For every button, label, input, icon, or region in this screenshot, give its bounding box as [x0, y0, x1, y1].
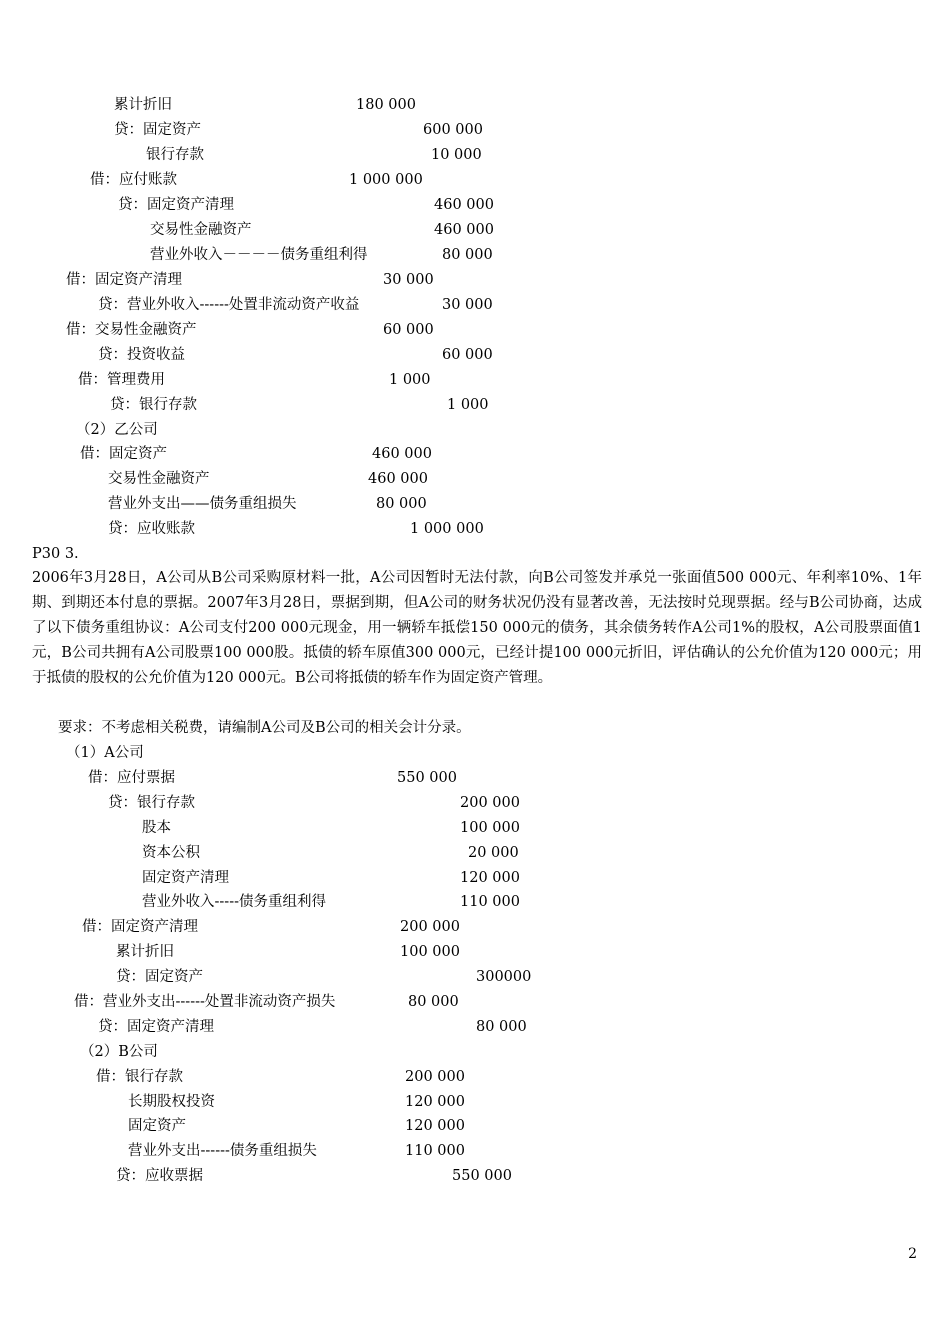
- entry-amount: 120 000: [405, 1094, 465, 1110]
- entry-amount: 460 000: [372, 446, 432, 462]
- entry-label: 营业外收入-----债务重组利得: [142, 894, 326, 910]
- entry-label: 长期股权投资: [128, 1094, 215, 1110]
- entry-amount: 1 000: [389, 372, 431, 388]
- problem-text: 2006年3月28日，A公司从B公司采购原材料一批，A公司因暂时无法付款，向B公司签发并承兑一张面值500 000元、年利率10%、1年期、到期还本付息的票据。2007年3月28日，票据到期，但A公司的财务状况仍没有显著改善，无法按时兑现票据。经与B公司协商，达成了以下债务重组协议：A公司支付200 000元现金，用一辆轿车抵偿150 000元的债务，其余债务转作A公司1%的股权，A公司股票面值1元，B公司共拥有A公司股票100 000股。抵债的轿车原值300 000元，已经计提100 000元折旧，评估确认的公允价值为120 000元；用于抵债的股权的公允价值为120 000元。B公司将抵债的轿车作为固定资产管理。: [32, 570, 922, 686]
- entry-label: 银行存款: [146, 147, 204, 163]
- entry-amount: 80 000: [376, 496, 427, 512]
- entry-amount: 30 000: [383, 272, 434, 288]
- entry-label: 借：应付账款: [90, 172, 177, 188]
- entry-label: 营业外支出------债务重组损失: [128, 1143, 317, 1159]
- entry-label: 借：银行存款: [96, 1069, 183, 1085]
- entry-label: 贷：银行存款: [108, 795, 195, 811]
- entry-amount: 1 000 000: [349, 172, 423, 188]
- entry-amount: 110 000: [405, 1143, 465, 1159]
- entry-label: 贷：银行存款: [110, 397, 197, 413]
- entry-subheading: （2）乙公司: [76, 422, 158, 438]
- entry-amount: 100 000: [400, 944, 460, 960]
- entry-amount: 460 000: [368, 471, 428, 487]
- entry-subheading: （2）B公司: [80, 1044, 158, 1060]
- entry-amount: 1 000: [447, 397, 489, 413]
- entry-amount: 120 000: [405, 1118, 465, 1134]
- entry-label: 股本: [142, 820, 171, 836]
- entry-amount: 60 000: [383, 322, 434, 338]
- entry-label: 贷：固定资产清理: [98, 1019, 214, 1035]
- entry-amount: 100 000: [460, 820, 520, 836]
- entry-amount: 460 000: [434, 197, 494, 213]
- entry-label: 贷：固定资产清理: [118, 197, 234, 213]
- entry-amount: 300000: [476, 969, 532, 985]
- entry-label: 贷：固定资产: [114, 122, 201, 138]
- entry-label: 累计折旧: [116, 944, 174, 960]
- entry-amount: 10 000: [431, 147, 482, 163]
- entry-amount: 80 000: [476, 1019, 527, 1035]
- entry-amount: 60 000: [442, 347, 493, 363]
- entry-label: 营业外支出——债务重组损失: [108, 496, 297, 512]
- entry-label: 交易性金融资产: [150, 222, 252, 238]
- entry-label: 借：固定资产清理: [82, 919, 198, 935]
- entry-label: 贷：固定资产: [116, 969, 203, 985]
- entry-label: 贷：营业外收入------处置非流动资产收益: [98, 297, 360, 313]
- entry-label: 营业外收入－－－－债务重组利得: [150, 247, 368, 263]
- entry-subheading: （1）A公司: [66, 745, 144, 761]
- entry-amount: 180 000: [356, 97, 416, 113]
- entry-label: 借：营业外支出------处置非流动资产损失: [74, 994, 336, 1010]
- entry-amount: 1 000 000: [410, 521, 484, 537]
- entry-amount: 20 000: [468, 845, 519, 861]
- entry-label: 借：固定资产清理: [66, 272, 182, 288]
- entry-label: 资本公积: [142, 845, 200, 861]
- entry-label: 固定资产: [128, 1118, 186, 1134]
- entry-label: 交易性金融资产: [108, 471, 210, 487]
- entry-amount: 120 000: [460, 870, 520, 886]
- entry-amount: 200 000: [460, 795, 520, 811]
- entry-label: 借：应付票据: [88, 770, 175, 786]
- entry-amount: 200 000: [405, 1069, 465, 1085]
- entry-amount: 600 000: [423, 122, 483, 138]
- page-number: 2: [908, 1246, 917, 1262]
- entry-amount: 200 000: [400, 919, 460, 935]
- entry-amount: 550 000: [452, 1168, 512, 1184]
- entry-amount: 80 000: [442, 247, 493, 263]
- entry-label: 固定资产清理: [142, 870, 229, 886]
- entry-amount: 460 000: [434, 222, 494, 238]
- entry-label: 贷：投资收益: [98, 347, 185, 363]
- entry-label: 借：固定资产: [80, 446, 167, 462]
- entry-label: 借：交易性金融资产: [66, 322, 197, 338]
- problem-heading: P30 3.: [32, 546, 79, 562]
- entry-label: 借：管理费用: [78, 372, 165, 388]
- entry-label: 贷：应收账款: [108, 521, 195, 537]
- problem-requirement: 要求：不考虑相关税费，请编制A公司及B公司的相关会计分录。: [58, 720, 471, 736]
- entry-label: 累计折旧: [114, 97, 172, 113]
- entry-amount: 80 000: [408, 994, 459, 1010]
- entry-amount: 550 000: [397, 770, 457, 786]
- entry-amount: 110 000: [460, 894, 520, 910]
- entry-label: 贷：应收票据: [116, 1168, 203, 1184]
- entry-amount: 30 000: [442, 297, 493, 313]
